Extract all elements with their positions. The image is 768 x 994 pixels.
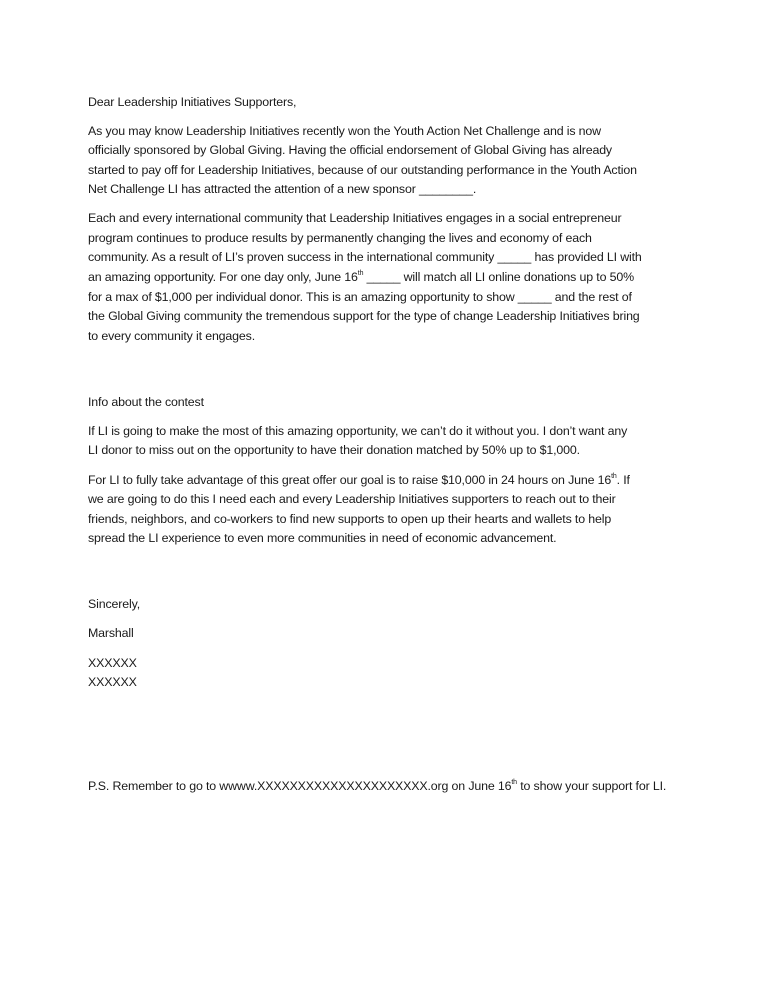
para2-line (88, 269, 634, 285)
para2-line: to every community it engages. (88, 329, 255, 343)
text: For LI to fully take advantage of this great offer our goal is to raise $10,000 in 24 hours on June 16 (88, 473, 612, 487)
para1-line: Net Challenge LI has attracted the attention of a new sponsor ________. (88, 182, 477, 196)
para4-line (88, 472, 630, 488)
text: . If (616, 473, 630, 487)
para2-line: program continues to produce results by permanently changing the lives and economy of each (88, 231, 592, 245)
text: an amazing opportunity. For one day only, June 16 (88, 270, 358, 284)
para1-line: officially sponsored by Global Giving. Having the official endorsement of Global Giving has already (88, 143, 612, 157)
text: to show your support for LI. (516, 779, 667, 793)
superscript: th (511, 779, 517, 786)
address-line: XXXXXX (88, 656, 137, 670)
superscript: th (611, 473, 617, 480)
para2-line: Each and every international community that Leadership Initiatives engages in a social entrepreneur (88, 211, 622, 225)
para2-line: for a max of $1,000 per individual donor. This is an amazing opportunity to show _____ and the rest of (88, 290, 632, 304)
para2-line: the Global Giving community the tremendous support for the type of change Leadership Initiatives bring (88, 309, 640, 323)
para4-line: friends, neighbors, and co-workers to find new supports to open up their hearts and wallets to help (88, 512, 612, 526)
para4-line: we are going to do this I need each and every Leadership Initiatives supporters to reach out to their (88, 492, 616, 506)
text: _____ will match all LI online donations up to 50% (363, 270, 634, 284)
text: P.S. Remember to go to wwww.XXXXXXXXXXXXXXXXXXXXX.org on June 16 (88, 779, 512, 793)
para3-line: LI donor to miss out on the opportunity to have their donation matched by 50% up to $1,000. (88, 443, 580, 457)
para2-line: community. As a result of LI’s proven success in the international community _____ has provided LI with (88, 250, 642, 264)
para4-line: spread the LI experience to even more communities in need of economic advancement. (88, 531, 557, 545)
postscript (88, 778, 666, 794)
section-heading: Info about the contest (88, 395, 204, 409)
para3-line: If LI is going to make the most of this amazing opportunity, we can’t do it without you. I don’t want any (88, 424, 628, 438)
para1-line: As you may know Leadership Initiatives recently won the Youth Action Net Challenge and is now (88, 124, 601, 138)
signature: Marshall (88, 626, 134, 640)
address-line: XXXXXX (88, 675, 137, 689)
superscript: th (357, 270, 364, 277)
para1-line: started to pay off for Leadership Initiatives, because of our outstanding performance in the Youth Action (88, 163, 637, 177)
salutation: Dear Leadership Initiatives Supporters, (88, 95, 297, 109)
closing: Sincerely, (88, 597, 140, 611)
